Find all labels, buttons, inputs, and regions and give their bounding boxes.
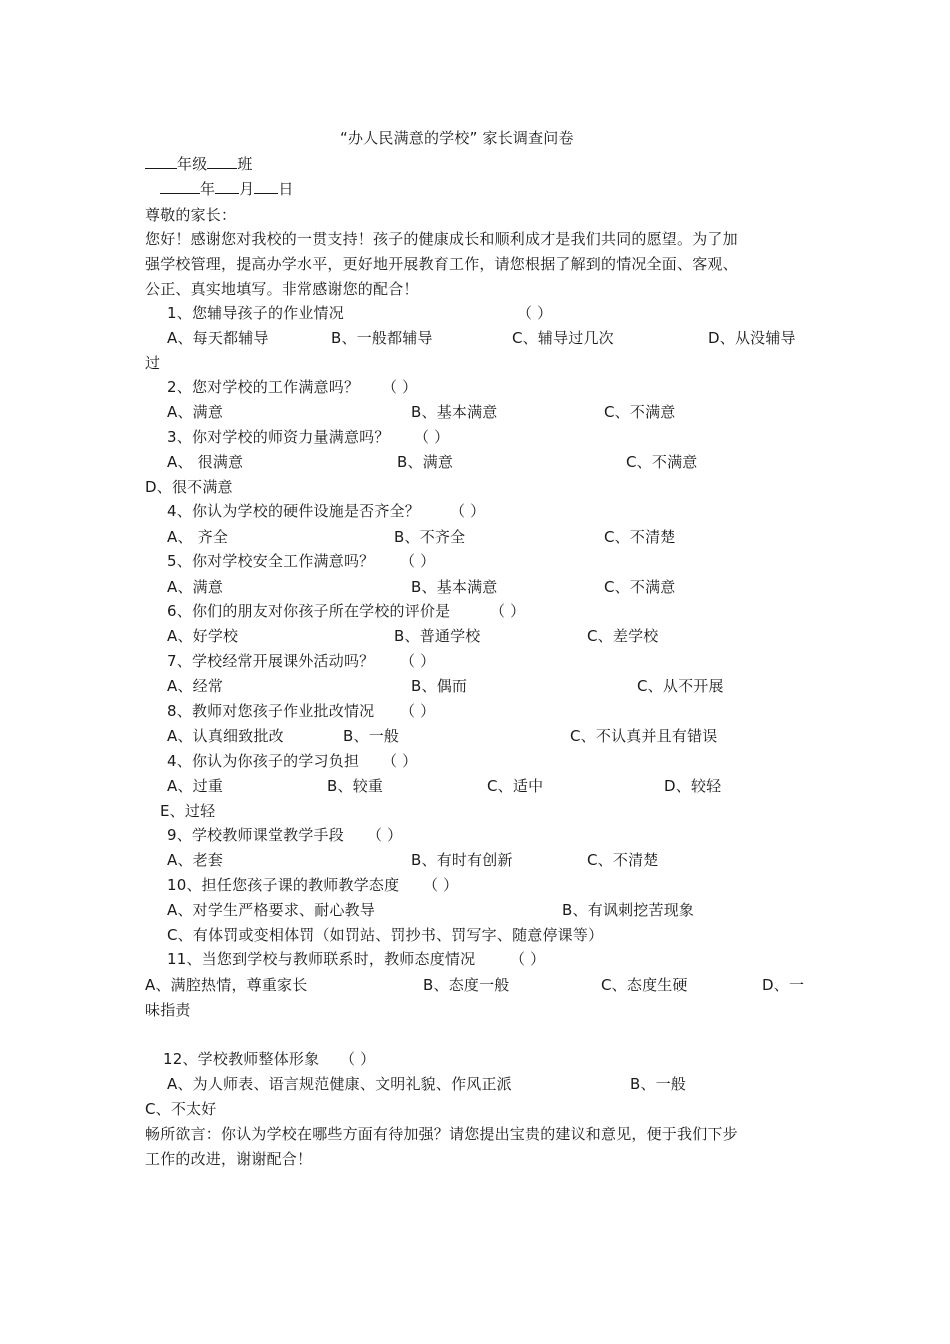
question-text: 3、你对学校的师资力量满意吗？ bbox=[167, 428, 390, 446]
option-wrap: 味指责 bbox=[145, 1001, 191, 1019]
option-c[interactable]: C、适中 bbox=[487, 777, 544, 795]
option-d[interactable]: D、较轻 bbox=[664, 777, 722, 795]
answer-paren[interactable]: （ ） bbox=[340, 1050, 376, 1068]
question-text: 2、您对学校的工作满意吗？ bbox=[167, 378, 360, 396]
option-c[interactable]: C、辅导过几次 bbox=[512, 329, 614, 347]
option-d[interactable]: D、从没辅导 bbox=[708, 329, 796, 347]
option-c[interactable]: C、不认真并且有错误 bbox=[570, 727, 718, 745]
question-1 bbox=[167, 303, 553, 323]
option-b[interactable]: B、一般 bbox=[630, 1075, 687, 1093]
question-text: 6、你们的朋友对你孩子所在学校的评价是 bbox=[167, 602, 451, 620]
question-2 bbox=[167, 377, 418, 397]
option-b[interactable]: B、满意 bbox=[397, 453, 454, 471]
question-text: 12、学校教师整体形象 bbox=[163, 1050, 320, 1068]
month-label: 月 bbox=[239, 180, 255, 198]
question-burden bbox=[167, 751, 418, 771]
answer-paren[interactable]: （ ） bbox=[367, 826, 403, 844]
option-a[interactable]: A、老套 bbox=[167, 851, 224, 869]
option-wrap[interactable]: E、过轻 bbox=[160, 802, 216, 820]
question-3 bbox=[167, 427, 450, 447]
option-c[interactable]: C、不太好 bbox=[145, 1100, 217, 1118]
question-text: 5、你对学校安全工作满意吗？ bbox=[167, 552, 375, 570]
question-text: 4、你认为你孩子的学习负担 bbox=[167, 752, 360, 770]
answer-paren[interactable]: （ ） bbox=[414, 428, 450, 446]
option-a[interactable]: A、满腔热情，尊重家长 bbox=[145, 976, 308, 994]
option-a[interactable]: A、 齐全 bbox=[167, 528, 229, 546]
option-c[interactable]: C、不清楚 bbox=[604, 528, 676, 546]
class-blank[interactable] bbox=[207, 153, 237, 169]
answer-paren[interactable]: （ ） bbox=[450, 502, 486, 520]
option-wrap: 过 bbox=[145, 354, 161, 372]
option-wrap[interactable]: D、很不满意 bbox=[145, 478, 233, 496]
question-8 bbox=[167, 701, 436, 721]
month-blank[interactable] bbox=[215, 178, 239, 194]
answer-paren[interactable]: （ ） bbox=[400, 652, 436, 670]
option-b[interactable]: B、基本满意 bbox=[411, 403, 498, 421]
option-c[interactable]: C、差学校 bbox=[587, 627, 659, 645]
option-b[interactable]: B、一般都辅导 bbox=[331, 329, 433, 347]
option-b[interactable]: B、态度一般 bbox=[423, 976, 510, 994]
option-a[interactable]: A、满意 bbox=[167, 578, 224, 596]
option-a[interactable]: A、过重 bbox=[167, 777, 224, 795]
question-text: 10、担任您孩子课的教师教学态度 bbox=[167, 876, 400, 894]
closing-line: 畅所欲言：你认为学校在哪些方面有待加强？请您提出宝贵的建议和意见，便于我们下步 bbox=[145, 1125, 738, 1143]
question-9 bbox=[167, 825, 403, 845]
option-a[interactable]: A、好学校 bbox=[167, 627, 239, 645]
grade-blank[interactable] bbox=[145, 153, 177, 169]
closing-line: 工作的改进，谢谢配合！ bbox=[145, 1150, 313, 1168]
day-label: 日 bbox=[278, 180, 294, 198]
class-label: 班 bbox=[237, 155, 253, 173]
option-b[interactable]: B、有时有创新 bbox=[411, 851, 513, 869]
question-text: 4、你认为学校的硬件设施是否齐全？ bbox=[167, 502, 420, 520]
day-blank[interactable] bbox=[254, 178, 278, 194]
option-a[interactable]: A、为人师表、语言规范健康、文明礼貌、作风正派 bbox=[167, 1075, 512, 1093]
intro-line: 公正、真实地填写。非常感谢您的配合！ bbox=[145, 280, 419, 298]
question-text: 11、当您到学校与教师联系时，教师态度情况 bbox=[167, 950, 476, 968]
option-c[interactable]: C、从不开展 bbox=[637, 677, 724, 695]
option-b[interactable]: B、较重 bbox=[327, 777, 384, 795]
answer-paren[interactable]: （ ） bbox=[510, 950, 546, 968]
intro-line: 您好！感谢您对我校的一贯支持！孩子的健康成长和顺利成才是我们共同的愿望。为了加 bbox=[145, 230, 738, 248]
question-text: 8、教师对您孩子作业批改情况 bbox=[167, 702, 375, 720]
option-a[interactable]: A、满意 bbox=[167, 403, 224, 421]
grade-label: 年级 bbox=[177, 155, 208, 173]
option-b[interactable]: B、不齐全 bbox=[394, 528, 466, 546]
option-c[interactable]: C、不满意 bbox=[604, 403, 676, 421]
option-a[interactable]: A、对学生严格要求、耐心教导 bbox=[167, 901, 376, 919]
answer-paren[interactable]: （ ） bbox=[490, 602, 526, 620]
year-label: 年 bbox=[200, 180, 216, 198]
question-text: 9、学校教师课堂教学手段 bbox=[167, 826, 344, 844]
answer-paren[interactable]: （ ） bbox=[517, 304, 553, 322]
question-4 bbox=[167, 501, 486, 521]
option-a[interactable]: A、 很满意 bbox=[167, 453, 244, 471]
question-10 bbox=[167, 875, 459, 895]
question-6 bbox=[167, 601, 526, 621]
question-text: 7、学校经常开展课外活动吗？ bbox=[167, 652, 375, 670]
option-c[interactable]: C、不满意 bbox=[626, 453, 698, 471]
answer-paren[interactable]: （ ） bbox=[382, 752, 418, 770]
option-a[interactable]: A、认真细致批改 bbox=[167, 727, 284, 745]
option-a[interactable]: A、经常 bbox=[167, 677, 224, 695]
question-12 bbox=[163, 1049, 376, 1069]
option-c[interactable]: C、有体罚或变相体罚（如罚站、罚抄书、罚写字、随意停课等） bbox=[167, 926, 604, 944]
intro-line: 强学校管理，提高办学水平，更好地开展教育工作，请您根据了解到的情况全面、客观、 bbox=[145, 255, 738, 273]
question-5 bbox=[167, 551, 436, 571]
option-b[interactable]: B、有讽刺挖苦现象 bbox=[562, 901, 695, 919]
option-b[interactable]: B、一般 bbox=[343, 727, 400, 745]
option-a[interactable]: A、每天都辅导 bbox=[167, 329, 269, 347]
option-c[interactable]: C、不清楚 bbox=[587, 851, 659, 869]
year-blank[interactable] bbox=[160, 178, 200, 194]
option-b[interactable]: B、普通学校 bbox=[394, 627, 481, 645]
option-d[interactable]: D、一 bbox=[762, 976, 805, 994]
salutation: 尊敬的家长： bbox=[145, 206, 237, 224]
option-c[interactable]: C、态度生硬 bbox=[601, 976, 688, 994]
date-line bbox=[160, 178, 294, 199]
answer-paren[interactable]: （ ） bbox=[400, 702, 436, 720]
answer-paren[interactable]: （ ） bbox=[423, 876, 459, 894]
grade-class-line bbox=[145, 153, 253, 174]
answer-paren[interactable]: （ ） bbox=[382, 378, 418, 396]
question-11 bbox=[167, 949, 546, 969]
option-c[interactable]: C、不满意 bbox=[604, 578, 676, 596]
option-b[interactable]: B、偶而 bbox=[411, 677, 468, 695]
page-title: “办人民满意的学校” 家长调查问卷 bbox=[340, 129, 574, 147]
question-7 bbox=[167, 651, 436, 671]
option-b[interactable]: B、基本满意 bbox=[411, 578, 498, 596]
answer-paren[interactable]: （ ） bbox=[400, 552, 436, 570]
question-text: 1、您辅导孩子的作业情况 bbox=[167, 304, 344, 322]
